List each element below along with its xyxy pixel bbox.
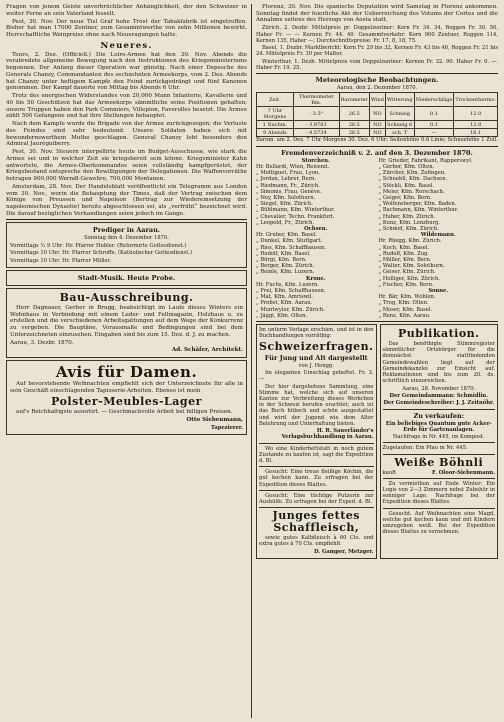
guest-entry: „ Bürgi, Kfm. Bern. xyxy=(256,256,307,263)
fremden-col xyxy=(379,158,499,319)
bohnli-title: Weiße Böhnli xyxy=(394,455,484,469)
meteo-table xyxy=(256,92,498,137)
guest-entry: „ Geiser, Kfm. Zürich. xyxy=(378,269,436,276)
news-paragraph: Trotz des energischen Widerstandes von 20,000 Mann Infanterie, Kavallerie und 40 bis 50 Geschützen hat das Armeekorps sämmtliche seine Positionen gehalten; unsere Truppen haben den Park Commiers, Villepion, Faverolles besetzt. Die Armee zählt 500 Gefangene und hat ihre Stellungen behauptet. xyxy=(6,93,247,120)
avis-subtitle: Polster-Meubles-Lager xyxy=(51,394,202,408)
guest-entry: „ Geiger, Kfm. Bern. xyxy=(378,194,432,201)
ad-prediger xyxy=(6,222,247,268)
verkaufen-text2: Nachfrage in Nr. 445, im Kompost. xyxy=(392,434,485,441)
ads-col-left xyxy=(256,324,377,559)
florenz-paragraph: Florenz, 30. Nov. Die spanische Deputation wird Samstag in Florenz ankommen. Sonntag findet der feierliche Akt der Ueberreichung des Votums der Cortes und die Annahme seitens des Herzogs von Aosta statt. xyxy=(256,4,498,24)
vermiethen-ad: Zu vermiethen auf Ende Winter: Ein Logis von 2—3 Zimmern nebst Zubehör in sonniger Lage. Nachfrage bei der Expedition dieses Blattes. xyxy=(382,480,495,506)
meteo-cell: - 4.5734 xyxy=(293,129,339,137)
ads-row xyxy=(256,324,498,559)
divider xyxy=(259,466,374,467)
news-paragraph: Tours, 2. Dez. (Officiell.) Die Loire-Armee hat den 30. Nov. Abends die verabredete allgemeine Bewegung nach den Instruktionen des Kriegsministeriums begonnen. Der Anfang dieser Operation war günstig. Nach einer Depesche des Generals Chanzy, Commandanten des sechzehnten Armeekorps, vom 2. Dez. Abends hat Chanzy unter heftigem Kampfe den Feind zurückgedrängt und fünf Kanonen genommen. Der Kampf dauerte von Mittag bis Abends 6 Uhr. xyxy=(6,51,247,92)
news-paragraph: Pest, 30. Nov. Steuern interpellirte heute im Budget-Ausschusse, wie stark die Armee sei und in welcher Zeit sie kriegsbereit sein könne. Kriegsminister Kuhn antwortete, die Armee-Oberkommandos seien vollständig kampfgerüstet, der Kriegsbestand entspreche den Bewilligungen der Delegationen. Die Waffenvorräthe betragen 900,000 Werndl-Gewehre, 700,000 Montanen. xyxy=(6,149,247,182)
publikation-text: Das benöthigte Stimmregister sämmtlicher Ortsbürger für die demnächst stattfindenden Gemeindewahlen liegt auf der Gemeindekanzlei zur Einsicht auf. Reklamationen sind bis zum 20. ds. schriftlich einzureichen. xyxy=(382,340,495,385)
guest-entry: „ Muntwyler, Kfm. Zürich. xyxy=(256,306,325,313)
guest-entry: Hr. Grieder, Fabrikant, Rapperswyl. xyxy=(378,157,473,164)
meteo-header: Zeit. xyxy=(257,93,294,107)
meteo-title: Meteorologische Beobachtungen. xyxy=(315,76,439,85)
guest-entry: „ Leopold, Fr., Zürich. xyxy=(256,219,315,226)
guest-entry: „ Reinle, Kfm. Luzern. xyxy=(256,269,315,276)
schweizer-title: Schweizerfragen. xyxy=(259,339,374,353)
guest-entry: „ Rudolf, Kfm. Zug. xyxy=(378,250,430,257)
junges-text: sowie gutes Kalbfleisch à 60 Cts. und extra gutes à 70 Cts. empfiehlt xyxy=(259,535,374,548)
hotel-name: Krone. xyxy=(305,275,326,282)
guest-entry: „ Gerber, Kfm. Olten. xyxy=(378,163,435,170)
guest-entry: „ Chevalier, Techn. Frankfurt. xyxy=(256,213,335,220)
guest-entry: „ Schnebli, Kfm. Dachsen. xyxy=(378,176,448,183)
schweizer-text: Im eleganten Umschlag geheftet. Fr. 3. — xyxy=(259,369,374,383)
divider xyxy=(6,219,247,220)
guest-entry: „ Kunz, Kfm. Lenzburg. xyxy=(378,219,441,226)
gesucht-ad: Gesucht: Eine treue fleißige Köchin, die gut kochen kann. Zu erfragen bei der Expedition dieses Blattes. xyxy=(259,469,374,488)
junges-title: Junges fettes Schaffleisch, xyxy=(272,509,360,535)
guest-entry: „ Bühlmann, Kfm. Winterthur. xyxy=(256,207,335,214)
avis-text2: auf's Reichhaltigste assortirt. — Geschmackvolle Arbeit bei billigen Preisen. xyxy=(16,408,233,415)
neueres-heading: Neueres. xyxy=(100,40,153,51)
meteo-header: Trockenthermo. xyxy=(454,93,498,107)
prediger-date: Sonntag den 4. Dezember 1870. xyxy=(84,235,169,242)
verkaufen-title: Zu verkaufen: xyxy=(413,411,465,420)
bau-title: Bau-Ausschreibung. xyxy=(59,290,194,304)
fremden-title: Fremdenverzeichniß v. 2. auf den 3. Dezember 1870. xyxy=(281,148,473,157)
avis-signature: Otto Siebenmann, xyxy=(186,416,243,423)
meteo-cell: sch. T xyxy=(385,129,414,137)
meteo-cell: 26.5 xyxy=(339,129,369,137)
schweizer-text2: Der hier dargebotene Sammlung, eine Stimme hat, welche sich auf unseren Kanton zur Verbreitung dieses Werkchen in der Schweiz berufen erachtet; auch ist das Buch hübsch und schön ausgestattet und wird der Jugend wie dem Alter Belehrung und Unterhaltung bieten. xyxy=(259,383,374,427)
bohnli-row xyxy=(383,470,496,476)
guest-entry: „ Mat, Kfm. Amriswil. xyxy=(256,294,314,301)
gesucht-ad: Gesucht: Eine tüchtige Putzerin zur Aushülfe. Zu erfragen bei der Exped. d. Bl. xyxy=(259,492,374,505)
meteo-cell: 0.1 xyxy=(414,121,454,129)
intro-paragraph: Pest, 30. Nov. Der neue Tisl Graf hohe Trost der Tabakfabrik ist eingetroffen. Bisher hat man 17000 Zentner, zum Gesammtwerthe von zehn Millionen bewirkt. Herrschaftliche Weinpreise ohne nach Neueragungen hatte. xyxy=(6,18,247,38)
guest-entry: „ Rudolf, Kfm. Basel. xyxy=(256,250,311,257)
guest-entry: „ Holliger, Kfm. Zürich. xyxy=(378,275,441,282)
divider xyxy=(259,507,374,508)
meteo-cell: 0.1 xyxy=(414,107,454,121)
meteo-place: Aarau, den 2. Dezember 1870. xyxy=(336,85,418,92)
guest-entry: „ Bachmann, Kfm. Winterthur. xyxy=(378,207,459,214)
guest-entry: Hr. Gruber, Kfm. Basel. xyxy=(256,232,318,239)
guest-entry: „ Stöckli, Kfm. Basel. xyxy=(378,182,435,189)
guest-entry: „ Schmid, Kfm. Zürich. xyxy=(378,225,439,232)
guest-entry: „ Dunkel, Kfm. Stuttgart. xyxy=(256,238,323,245)
guest-entry: „ Renz, Kfm. Aarau. xyxy=(378,312,431,319)
guest-entry: „ Mottiguet, Frau, Lyon. xyxy=(256,170,320,177)
meteo-header: Niederschläge xyxy=(414,93,454,107)
ad-bau xyxy=(6,288,247,358)
avis-title: Avis für Damen. xyxy=(55,363,198,382)
ad-stadtmusik xyxy=(6,270,247,286)
guest-entry: „ Jordan, Lehrer, Bern. xyxy=(256,176,317,183)
divider xyxy=(256,73,498,74)
guest-entry: „ Riedmann, Fr., Zürich. xyxy=(256,182,320,189)
meteo-cell: 26.5 xyxy=(339,121,369,129)
prediger-item: Vormittags 10 Uhr: Hr. Pfarrer Schroffe. (Katholischer Gottesdienst.) xyxy=(10,250,192,257)
meteo-cell: 12.0 xyxy=(454,121,498,129)
meteo-note: Barom. am 2. Dez. 7 Uhr Morgens 30. Dez. 6 Uhr; Seitenhöhe 0.6 Linie; Schneehöhe 1 Zoll. xyxy=(256,137,498,144)
fremden-col xyxy=(256,158,376,319)
verlag-note: Im unterm Verlage erschien, und ist in den Buchhandlungen vorräthig: xyxy=(259,326,374,340)
bau-date: Aarau, 3. Dezbr. 1870. xyxy=(10,339,74,346)
guest-entry: Hr. Bellardi, Wien, Reisend. xyxy=(256,163,330,170)
divider xyxy=(383,409,496,410)
publikation-org2: Der Gemeindeschreiber: J. J. Zeitnöhr. xyxy=(383,400,495,407)
guest-entry: „ Moser, Kfm. Basel. xyxy=(378,306,433,313)
left-column xyxy=(6,4,252,718)
bohnli-signature: F. Oloor-Siebenmann. xyxy=(432,469,495,476)
divider xyxy=(383,508,496,509)
meteo-header: Wind xyxy=(369,93,385,107)
guest-entry: „ Trog, Kfm. Olten. xyxy=(378,300,429,307)
meteo-header: Witterung xyxy=(385,93,414,107)
guest-entry: „ Ney, Kfm. Solothurn. xyxy=(256,194,316,201)
prediger-item: Vormittags 10 Uhr: Hr. Pfarrer Müller. xyxy=(10,257,112,264)
meteo-cell: Schneig xyxy=(385,107,414,121)
guest-entry: „ Wolfensberger, Kfm. Baden. xyxy=(378,201,457,208)
gesucht-ad: Gesucht. Auf Weihnachten eine Magd, welche gut kochen kann und mit Kindern umzugehen weiß. Bei der Expedition dieses Blattes zu vernehmen. xyxy=(382,510,495,536)
fremden-list xyxy=(256,158,498,319)
hotel-name: Sonne. xyxy=(428,287,449,294)
meteo-header: Thermometer Rm. xyxy=(293,93,339,107)
publikation-date: Aarau, 28. November 1870. xyxy=(402,385,476,392)
divider xyxy=(383,478,496,479)
guest-entry: „ Frei, Kfm. Schaffhausen. xyxy=(256,287,326,294)
meteo-cell: NO xyxy=(369,107,385,121)
meteo-cell: 16.1 xyxy=(454,129,498,137)
prediger-title: Prediger in Aarau. xyxy=(92,226,161,235)
guest-entry: „ Simonis, Frau, Genève. xyxy=(256,188,322,195)
hotel-name: Wildemann. xyxy=(420,232,456,239)
guest-entry: „ Koch, Kfm. Basel. xyxy=(378,244,430,251)
news-paragraph: Nach dem Kampfe wurde die Brigade von der Armee zurückgezogen; die Verluste des Feindes sind sehr bedeutend. Unsere Soldaten haben sich mit bewundernswerthem Muthe geschlagen. General Chanzy lobt besonders den Admiral Jauréguiberry. xyxy=(6,121,247,148)
bau-text: Herr Dagnauer, Gerber in Brugg, beabsichtigt im Laufe dieses Winters ein Wohnhaus in Verbindung mit einem Leder- und Fellmagazin, Holzhaus u. zu erstellen und die verschiedenen Arbeitsgattungen auf dem Wege der Konkurrenz zu vergeben. Die Baupläne, Vorausmaße und Bedingungen sind bei dem Unterzeichneten einzusehen. Eingaben sind bis zum 15. Dez. d. J. zu machen. xyxy=(10,304,243,338)
ad-avis xyxy=(6,360,247,435)
divider xyxy=(259,490,374,491)
kinder-ad: Wo eine Kinderbettstatt in noch gutem Zustande zu kaufen ist, sagt die Expedition d. Bl. xyxy=(259,445,374,464)
hotel-name: Storchen. xyxy=(301,157,330,164)
guest-entry: Hr. Bär, Kfm. Wohlen. xyxy=(378,294,436,301)
divider xyxy=(256,146,498,147)
guest-entry: „ Walter, Kfm. Solothurn. xyxy=(378,263,445,270)
guest-entry: „ Fischer, Kfm. Bern. xyxy=(378,281,434,288)
guest-entry: „ Probst, Kfm. Aarau. xyxy=(256,300,313,307)
schweizer-subtitle: Für Jung und Alt dargestellt xyxy=(264,353,368,362)
verkaufen-text: Ein beliebiges Quantum gute Acker-Erde für Gartenanlagen. xyxy=(385,420,492,433)
meteo-cell: — xyxy=(414,129,454,137)
meteo-header-row xyxy=(257,93,498,107)
market-zurich: Zürich, 2. Dezbr. Mittelpreis pr. Doppelzentner: Korn Fr. 34. 34, Roggen Fr. 30. 50, Haber Fr. — — Kernen Fr. 44. 40. Gesammtverkehr: Korn 900 Zentner, Roggen 114, Kernen 135, Haber —; Durchschnittspreise: Fr. 17, 8, 18, 75. xyxy=(256,25,498,44)
guest-entry: „ Jäggi, Kfm. Olten. xyxy=(256,312,308,319)
schweizer-author: von J. Hengg. xyxy=(298,362,334,369)
meteo-row xyxy=(257,121,498,129)
publikation-org: Der Gemeindammann: Schmidlin. xyxy=(389,392,488,399)
meteo-cell: 26.5 xyxy=(339,107,369,121)
hotel-name: Ochsen. xyxy=(304,225,328,232)
meteo-cell: 1 Nachm. xyxy=(257,121,294,129)
guest-entry: „ Ries, Kfm. Schaffhausen. xyxy=(256,244,327,251)
meteo-cell: 9 Abends xyxy=(257,129,294,137)
divider xyxy=(256,321,498,322)
meteo-cell: NO xyxy=(369,121,385,129)
publikation-title: Publikation. xyxy=(398,326,480,340)
meteo-cell: 12.0 xyxy=(454,107,498,121)
guest-entry: „ Siegel, Kfm. Zürich. xyxy=(256,201,313,208)
zugelaufen-ad: Zugelaufen: Ein Pfau in Nr. 445. xyxy=(382,445,468,452)
meteo-cell: 7 Uhr Morgens xyxy=(257,107,294,121)
prediger-item: Vormittags ½ 9 Uhr: Hr. Pfarrer Hubler. (Reformirte Gottesdienst.) xyxy=(10,242,187,249)
guest-entry: „ Meier, Kfm. Rorschach. xyxy=(378,188,445,195)
guest-entry: Hr. Fuchs, Kfm. Luzern. xyxy=(256,281,319,288)
guest-entry: Hr. Rüegg, Kfm. Zürich. xyxy=(378,238,442,245)
intro-paragraph: Fragen von jenem Geiste unverbrüchlicher Anhänglichkeit, der den Schweizer in weiter Ferne an sein Vaterland fesselt. xyxy=(6,4,247,17)
meteo-cell: - 3.5° xyxy=(293,107,339,121)
meteo-cell: - 3.9783 xyxy=(293,121,339,129)
guest-entry: „ Berger, Kfm. Zürich. xyxy=(256,263,315,270)
market-winterthur: Winterthur, 1. Dezb. Mittelpreis vom Doppelzentner: Kernen Fr. 32. 90. Haber Fr. 0. —. Haber Fr. 19. 25. xyxy=(256,58,498,71)
meteo-cell: Schneig 6 xyxy=(387,121,413,128)
divider xyxy=(383,454,496,455)
meteo-header: Barometer xyxy=(339,93,369,107)
guest-entry: „ Müller, Kfm. Bern. xyxy=(378,256,432,263)
stadtmusik-title: Stadt-Musik. Heute Probe. xyxy=(77,273,176,282)
divider xyxy=(259,443,374,444)
guest-entry: „ Huber, Kfm. Zürich. xyxy=(378,213,436,220)
right-column xyxy=(252,4,498,718)
avis-signature-role: Tapezierer. xyxy=(211,424,243,431)
news-paragraph: Amsterdam, 28. Nov. Der Handelsblatt veröffentlicht ein Telegramm aus London vom 30. Nov., worin die Behauptung der Times, daß der Vertrag zwischen dem Könige von Preussen und Napoleon (Bertrag zur Wiedereinsetzung der napoleonischen Dynastie) bereits abgeschlossen sei, als „verfrüht“ bezeichnet wird. Die darauf bezüglichen Verhandlungen seien jedoch im Gange. xyxy=(6,183,247,217)
meteo-row xyxy=(257,107,498,121)
bohnli-label: kauft xyxy=(382,469,397,476)
meteo-row xyxy=(257,129,498,137)
avis-text: Auf bevorstehende Weihnachten empfiehlt sich der Unterzeichnete für alle in sein Geschäft einschlagenden Tapisserie-Arbeiten. Ebenso ist mein xyxy=(10,381,243,395)
ads-col-right xyxy=(380,324,499,559)
guest-entry: „ Zürcher, Kfm. Zofingen. xyxy=(378,170,446,177)
junges-signature: D. Gamper, Metzger. xyxy=(314,548,374,555)
schweizer-publisher: H. R. Sauerländer's Verlagsbuchhandlung in Aarau. xyxy=(281,428,374,441)
meteo-cell: NO xyxy=(369,129,385,137)
bau-signature: Ad. Schäfer, Architekt. xyxy=(171,347,243,354)
market-basel: Basel, 1. Dezbr. Marktbericht: Korn Fr. 29 bis 32, Kernen Fr. 43 bis 46, Roggen Fr. 21 bis 24. Mittelpreis Fr. 30 per Malter. xyxy=(256,45,498,58)
divider xyxy=(383,442,496,443)
